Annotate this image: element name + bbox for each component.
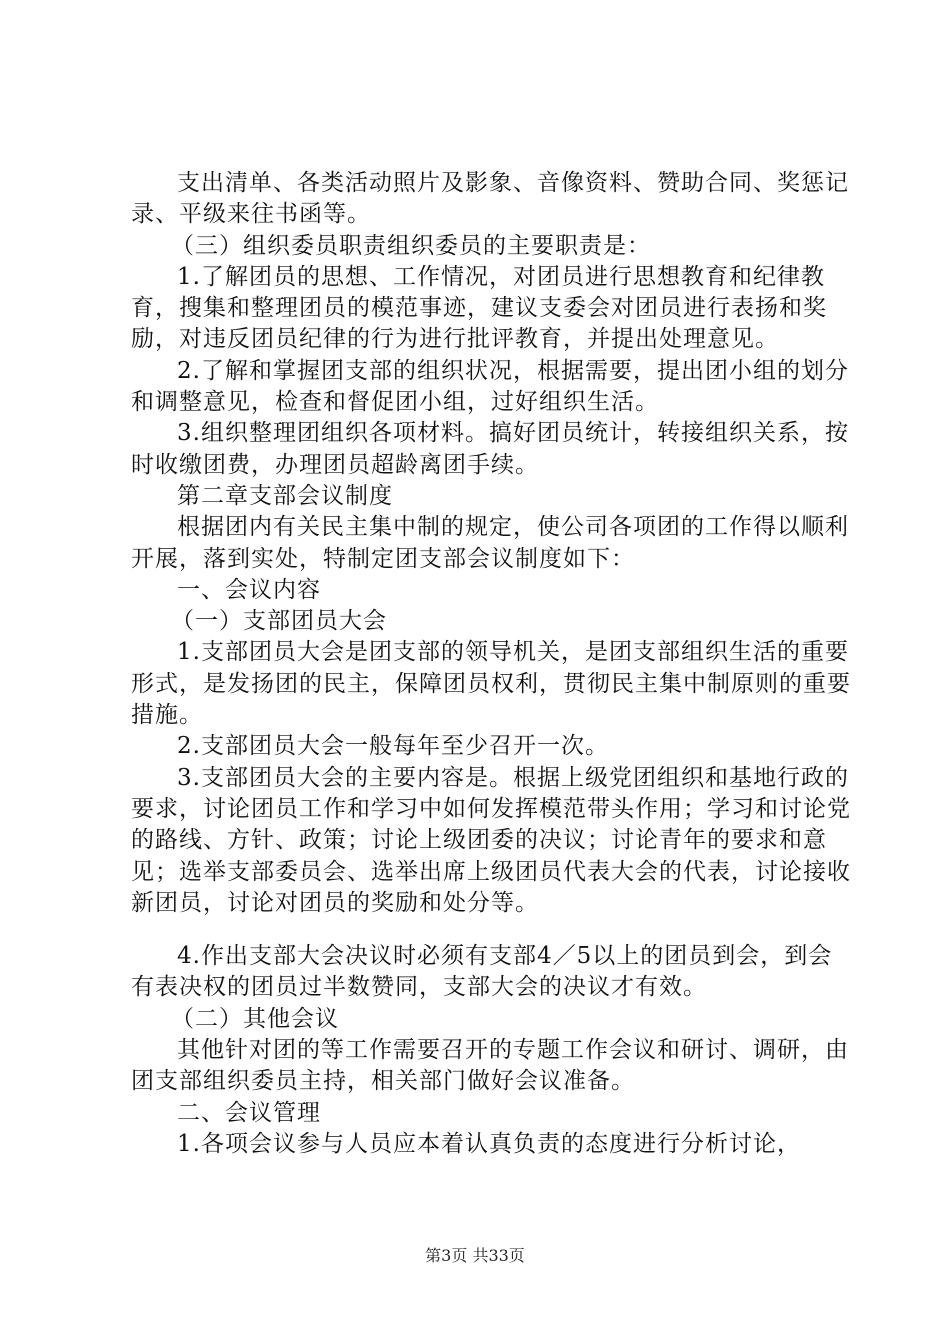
section-heading-meeting-content: 一、会议内容 [177, 576, 321, 603]
section-heading-meeting-management: 二、会议管理 [177, 1099, 321, 1126]
paragraph-duty-1: 1.了解团员的思想、工作情况，对团员进行思想教育和纪律教育，搜集和整理团员的模范事迹，建议支委会对团员进行表扬和奖励，对违反团员纪律的行为进行批评教育，并提出处理意见。 [131, 263, 827, 353]
paragraph-assembly-4: 4.作出支部大会决议时必须有支部4／5以上的团员到会，到会有表决权的团员过半数赞同，支部大会的决议才有效。 [131, 943, 833, 1001]
paragraph-assembly-1: 1.支部团员大会是团支部的领导机关，是团支部组织生活的重要形式，是发扬团的民主，保障团员权利，贯彻民主集中制原则的重要措施。 [131, 639, 851, 729]
subsection-heading-general-assembly: （一）支部团员大会 [171, 608, 387, 635]
document-body [131, 168, 851, 1160]
paragraph-spacer [131, 919, 851, 941]
chapter-heading-meeting-system: 第二章支部会议制度 [177, 482, 393, 509]
paragraph-management-1: 1.各项会议参与人员应本着认真负责的态度进行分析讨论， [177, 1130, 801, 1157]
paragraph-records-list: 支出清单、各类活动照片及影象、音像资料、赞助合同、奖惩记录、平级来往书函等。 [131, 170, 849, 228]
paragraph-assembly-3: 3.支部团员大会的主要内容是。根据上级党团组织和基地行政的要求，讨论团员工作和学习中如何发挥模范带头作用；学习和讨论党的路线、方针、政策；讨论上级团委的决议；讨论青年的要求和意见；选举支部委员会、选举出席上级团员代表大会的代表，讨论接收新团员，讨论对团员的奖励和处分等。 [131, 764, 851, 916]
paragraph-assembly-2: 2.支部团员大会一般每年至少召开一次。 [177, 733, 609, 760]
subsection-heading-other-meetings: （二）其他会议 [171, 1005, 339, 1032]
page-number-footer: 第3页 共33页 [425, 1246, 525, 1265]
paragraph-other-meetings: 其他针对团的等工作需要召开的专题工作会议和研讨、调研，由团支部组织委员主持，相关部门做好会议准备。 [131, 1037, 849, 1095]
paragraph-duty-2: 2.了解和掌握团支部的组织状况，根据需要，提出团小组的划分和调整意见，检查和督促团小组，过好组织生活。 [131, 357, 849, 416]
section-heading-organization-member: （三）组织委员职责组织委员的主要职责是： [171, 232, 651, 259]
paragraph-meeting-intro: 根据团内有关民主集中制的规定，使公司各项团的工作得以顺利开展，落到实处，特制定团支部会议制度如下： [131, 514, 849, 572]
paragraph-duty-3: 3.组织整理团组织各项材料。搞好团员统计，转接组织关系，按时收缴团费，办理团员超龄离团手续。 [131, 420, 849, 478]
